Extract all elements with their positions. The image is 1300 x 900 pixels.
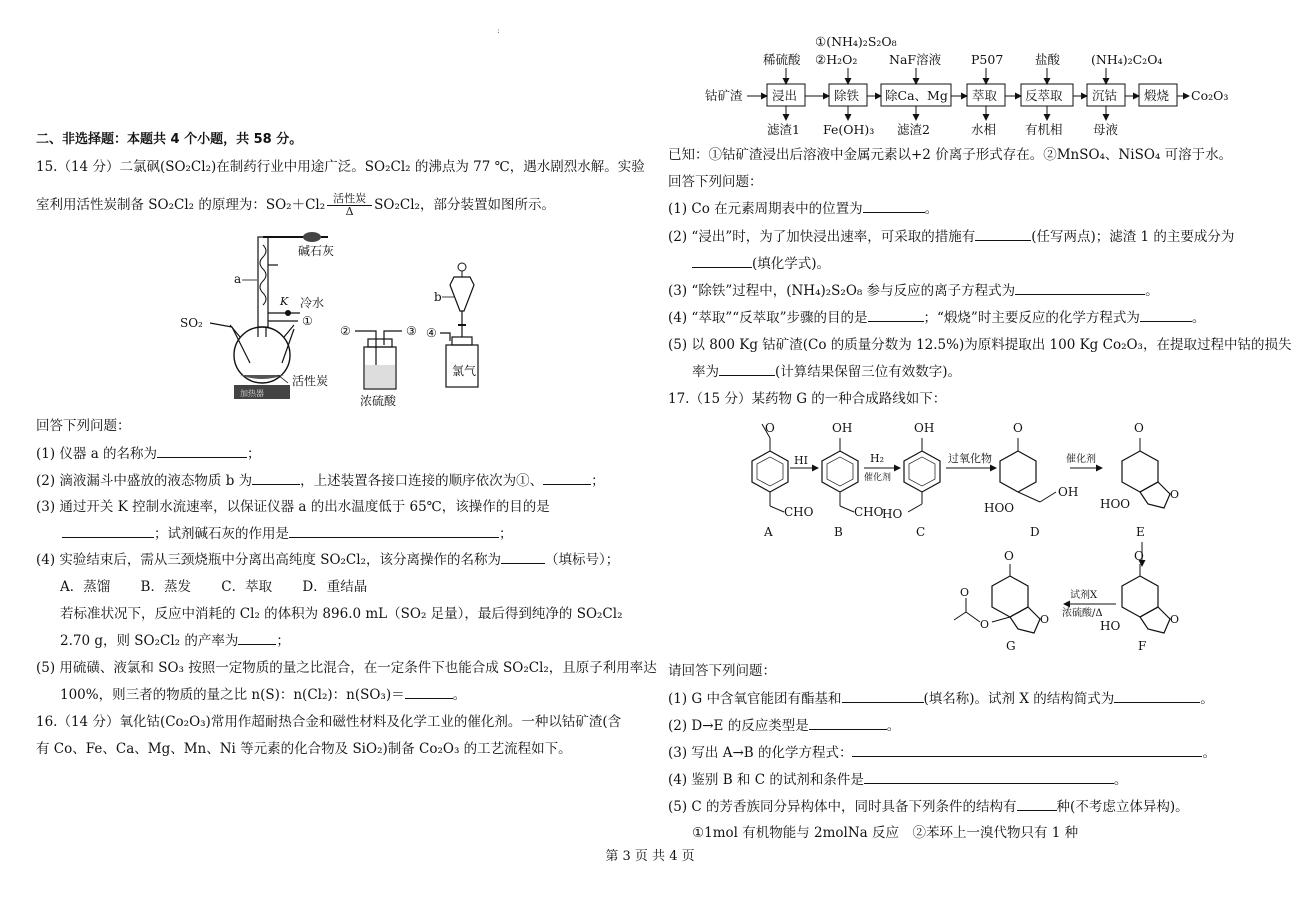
q16-line2: 有 Co、Fe、Ca、Mg、Mn、Ni 等元素的化合物及 SiO₂)制备 Co₂O₃ 的工艺流程如下。 (36, 741, 572, 757)
q15-p4-end: ； (276, 633, 290, 649)
input-oxalate: (NH₄)₂C₂O₄ (1091, 52, 1163, 67)
q17-p5-text2: 种(不考虑立体异构)。 (1056, 799, 1189, 815)
label-e-hoo: HOO (1100, 497, 1131, 511)
label-f-ring-o: O (1170, 613, 1180, 626)
label-chlorine: 氯气 (452, 364, 477, 378)
step-calcine-label: 煅烧 (1144, 88, 1170, 103)
answer-blank[interactable] (719, 362, 775, 376)
q16-p2-text3: (填化学式)。 (752, 256, 831, 272)
page-footer: 第 3 页 共 4 页 (605, 849, 695, 864)
input-h2o2: ②H₂O₂ (815, 52, 858, 67)
compound-a (752, 421, 814, 539)
q15-p4-text4: 2.70 g，则 SO₂Cl₂ 的产率为 (60, 633, 239, 649)
output-residue2: 滤渣2 (897, 122, 930, 137)
answer-blank[interactable] (157, 444, 247, 458)
flow-end: Co₂O₃ (1191, 88, 1229, 103)
answer-blank[interactable] (842, 689, 924, 703)
q16-p2-text2: (任写两点)；滤渣 1 的主要成分为 (1031, 229, 1235, 245)
label-g-o: O (1004, 549, 1014, 563)
valve-k (285, 310, 291, 316)
q15-part3-line2 (62, 524, 513, 544)
q17-part5 (668, 797, 1189, 817)
label-a: a (234, 272, 242, 286)
label-b: b (434, 290, 442, 304)
label-port-2: ② (340, 324, 351, 338)
label-e-o: O (1134, 421, 1144, 435)
apparatus-figure (170, 225, 510, 415)
q17-p3-text: (3) 写出 A→B 的化学方程式： (668, 745, 853, 761)
label-soda-lime: 碱石灰 (298, 244, 335, 258)
q17-part4 (668, 770, 1127, 790)
q15-p3-text2: ；试剂碱石灰的作用是 (154, 526, 289, 542)
label-f-ho: HO (1100, 619, 1121, 633)
reagent-x: 试剂X (1070, 590, 1098, 601)
label-c-ho: HO (882, 507, 903, 521)
q15-p1-end: ； (247, 446, 261, 462)
q16-p5-text2: 率为 (692, 364, 719, 380)
q16-part1 (668, 199, 938, 219)
label-d-oh: OH (1058, 485, 1079, 499)
label-k: K (280, 295, 289, 308)
condition-heat: Δ (345, 205, 354, 218)
q16-p3-text: (3) “除铁”过程中，(NH₄)₂S₂O₈ 参与反应的离子方程式为 (668, 283, 1016, 299)
scan-mark: : (497, 26, 500, 35)
step-remove-ca-mg-label: 除Ca、Mg (885, 88, 948, 103)
q15-p2-end: ； (591, 473, 605, 489)
output-organic: 有机相 (1025, 122, 1063, 137)
label-port-4: ④ (426, 326, 437, 340)
q17-p1-end: 。 (1200, 691, 1214, 707)
answer-blank[interactable] (1140, 308, 1192, 322)
q16-p4-text: (4) “萃取”“反萃取”步骤的目的是 (668, 310, 868, 326)
answer-blank[interactable] (501, 550, 545, 564)
q16-line1: 16.（14 分）氧化钴(Co₂O₃)常用作超耐热合金和磁性材料及化学工业的催化剂。一种以钴矿渣(含 (36, 714, 622, 730)
answer-blank[interactable] (809, 716, 887, 730)
q16-p3-end: 。 (1145, 283, 1159, 299)
q15-options (60, 577, 367, 597)
q15-part1 (36, 444, 261, 464)
label-port-1: ① (302, 314, 313, 328)
answer-blank[interactable] (543, 471, 591, 485)
compound-e (1100, 421, 1179, 539)
answer-blank[interactable] (864, 770, 1114, 784)
output-mother-liquor: 母液 (1093, 122, 1119, 137)
input-persulfate: ①(NH₄)₂S₂O₈ (815, 34, 897, 49)
answer-blank[interactable] (692, 254, 752, 268)
label-conc-acid: 浓硫酸 (360, 394, 397, 408)
label-g-ester-o: O (980, 618, 990, 631)
q16-part4 (668, 308, 1205, 328)
step-precipitate-label: 沉钴 (1092, 88, 1118, 103)
label-g-ring-o: O (1040, 613, 1050, 626)
q15-p5-text2: 100%，则三者的物质的量之比 n(S)：n(Cl₂)：n(SO₃)＝ (60, 687, 405, 703)
step-leach-label: 浸出 (772, 88, 798, 103)
output-residue1: 滤渣1 (767, 122, 800, 137)
q15-part2 (36, 471, 605, 491)
reagent-hi: HI (794, 454, 808, 467)
q17-part1 (668, 689, 1214, 709)
output-aqueous: 水相 (971, 122, 997, 137)
label-b-cho: CHO (854, 505, 884, 519)
compound-f (1100, 549, 1179, 653)
reaction-condition (327, 193, 372, 218)
q17-line1: 17.（15 分）某药物 G 的一种合成路线如下： (668, 391, 947, 407)
answer-blank[interactable] (852, 743, 1202, 757)
answer-blank[interactable] (62, 524, 154, 538)
option-b[interactable]: B．蒸发 (140, 579, 191, 595)
q15-part4-line3: 若标准状况下，反应中消耗的 Cl₂ 的体积为 896.0 mL（SO₂ 足量），最后得到纯净的 SO₂Cl₂ (60, 606, 623, 622)
label-c-oh: OH (914, 421, 935, 435)
label-d-hoo: HOO (984, 501, 1015, 515)
q16-part5-line2 (692, 362, 961, 382)
q15-p4-text: (4) 实验结束后，需从三颈烧瓶中分离出高纯度 SO₂Cl₂，该分离操作的名称为 (36, 552, 501, 568)
q15-p2-text: (2) 滴液漏斗中盛放的液态物质 b 为 (36, 473, 253, 489)
reagent-catalyst: 催化剂 (864, 473, 892, 483)
q17-p1-text: (1) G 中含氧官能团有酯基和 (668, 691, 842, 707)
soda-lime-tube (303, 232, 321, 242)
compound-g (954, 549, 1049, 653)
label-compound-b: B (834, 525, 843, 539)
label-compound-e: E (1136, 525, 1145, 539)
q15-p2-text2: ，上述装置各接口连接的顺序依次为①、 (300, 473, 544, 489)
section-heading: 二、非选择题：本题共 4 个小题，共 58 分。 (36, 132, 303, 147)
label-d-o: O (1013, 421, 1023, 435)
q15-equation-left: 室利用活性炭制备 SO₂Cl₂ 的原理为：SO₂＋Cl₂ (36, 197, 326, 213)
flow-start: 钴矿渣 (705, 88, 743, 103)
label-compound-f: F (1138, 639, 1147, 653)
q15-p1-text: (1) 仪器 a 的名称为 (36, 446, 158, 462)
answer-blank[interactable] (252, 471, 300, 485)
q17-p2-text: (2) D→E 的反应类型是 (668, 718, 809, 734)
label-compound-d: D (1030, 525, 1040, 539)
q16-p1-end: 。 (924, 201, 939, 217)
answer-blank[interactable] (238, 631, 276, 645)
q16-part2-line2 (692, 254, 830, 274)
q16-known: 已知：①钴矿渣浸出后溶液中金属元素以+2 价离子形式存在。②MnSO₄、NiSO₄ 可溶于水。 (668, 147, 1233, 163)
q15-line1: 15.（14 分）二氯砜(SO₂Cl₂)在制药行业中用途广泛。SO₂Cl₂ 的沸点为 77 ℃，遇水剧烈水解。实验 (36, 159, 645, 175)
label-f-o: O (1134, 549, 1144, 563)
answer-blank[interactable] (1015, 281, 1145, 295)
q16-p5-text3: (计算结果保留三位有效数字)。 (775, 364, 962, 380)
q16-p4-text2: ；“煅烧”时主要反应的化学方程式为 (923, 310, 1140, 326)
label-carbon: 活性炭 (292, 374, 329, 388)
reagent-peroxide: 过氧化物 (948, 452, 992, 465)
q17-p1-text2: (填名称)。试剂 X 的结构简式为 (923, 691, 1115, 707)
input-hcl: 盐酸 (1035, 52, 1061, 67)
q15-equation-right: SO₂Cl₂，部分装置如图所示。 (374, 197, 555, 213)
q17-conditions: ①1mol 有机物能与 2molNa 反应 ②苯环上一溴代物只有 1 种 (692, 825, 1079, 841)
q17-p4-end: 。 (1113, 772, 1128, 788)
answer-blank[interactable] (863, 199, 925, 213)
label-g-carbonyl-o: O (960, 586, 970, 599)
q15-p5-end: 。 (452, 687, 467, 703)
step-remove-iron-label: 除铁 (834, 88, 860, 103)
q15-p3-end: ； (499, 526, 513, 542)
option-d[interactable]: D．重结晶 (302, 579, 368, 595)
label-a-cho: CHO (784, 505, 814, 519)
q17-prompt: 请回答下列问题： (668, 663, 776, 679)
q17-p5-text: (5) C 的芳香族同分异构体中，同时具备下列条件的结构有 (668, 799, 1017, 815)
answer-blank[interactable] (1114, 689, 1200, 703)
answer-blank[interactable] (868, 308, 924, 322)
q15-part4 (36, 550, 619, 570)
answer-blank[interactable] (405, 685, 453, 699)
three-neck-flask (234, 327, 290, 383)
label-heater: 加热器 (240, 389, 264, 398)
input-dilute-acid: 稀硫酸 (763, 52, 801, 67)
q15-part3-line1: (3) 通过开关 K 控制水流速率，以保证仪器 a 的出水温度低于 65℃，该操作的目的是 (36, 499, 550, 515)
option-c[interactable]: C．萃取 (221, 579, 273, 595)
answer-blank[interactable] (975, 227, 1031, 241)
output-feoh3: Fe(OH)₃ (823, 122, 875, 137)
answer-blank[interactable] (289, 524, 499, 538)
input-naf: NaF溶液 (889, 52, 942, 67)
q16-p4-end: 。 (1191, 310, 1206, 326)
step-back-extract-label: 反萃取 (1025, 88, 1063, 103)
label-so2: SO₂ (180, 316, 203, 330)
q15-prompt: 回答下列问题： (36, 418, 131, 434)
label-e-ring-o: O (1170, 488, 1180, 501)
q15-p4-text2: （填标号）； (545, 552, 620, 568)
input-p507: P507 (971, 52, 1004, 67)
q17-part2 (668, 716, 900, 736)
label-methoxy-o: O (765, 421, 775, 435)
label-b-oh: OH (832, 421, 853, 435)
q15-part4-line4 (60, 631, 290, 651)
q16-prompt: 回答下列问题： (668, 174, 763, 190)
answer-blank[interactable] (1017, 797, 1057, 811)
q15-part5-line2 (60, 685, 466, 705)
dropping-funnel (450, 277, 474, 311)
reagent-catalyst-2: 催化剂 (1066, 454, 1096, 465)
label-cold-water: 冷水 (300, 296, 325, 310)
label-compound-a: A (764, 525, 773, 539)
condition-catalyst: 活性炭 (327, 193, 372, 206)
synthesis-route (740, 416, 1240, 654)
q17-part3 (668, 743, 1216, 763)
reagent-conc-acid: 浓硫酸/Δ (1062, 608, 1103, 619)
q17-p3-end: 。 (1202, 745, 1216, 761)
q16-part3 (668, 281, 1159, 301)
q15-part5-line1: (5) 用硫磺、液氯和 SO₃ 按照一定物质的量之比混合，在一定条件下也能合成 SO₂Cl₂，且原子利用率达 (36, 660, 657, 676)
label-port-3: ③ (406, 324, 417, 338)
q16-p2-text: (2) “浸出”时，为了加快浸出速率，可采取的措施有 (668, 229, 976, 245)
option-a[interactable]: A．蒸馏 (60, 579, 111, 595)
q17-p2-end: 。 (886, 718, 901, 734)
reagent-h2: H₂ (870, 452, 885, 465)
q15-line2 (36, 193, 555, 218)
label-compound-g: G (1006, 639, 1016, 653)
compound-d (984, 421, 1078, 539)
process-flowchart (705, 28, 1265, 140)
step-extract-label: 萃取 (972, 88, 998, 103)
q16-p1-text: (1) Co 在元素周期表中的位置为 (668, 201, 863, 217)
q16-part2-line1 (668, 227, 1234, 247)
label-compound-c: C (916, 525, 926, 539)
q17-p4-text: (4) 鉴别 B 和 C 的试剂和条件是 (668, 772, 864, 788)
q16-part5-line1: (5) 以 800 Kg 钴矿渣(Co 的质量分数为 12.5%)为原料提取出 100 Kg Co₂O₃，在提取过程中钴的损失 (668, 337, 1292, 353)
